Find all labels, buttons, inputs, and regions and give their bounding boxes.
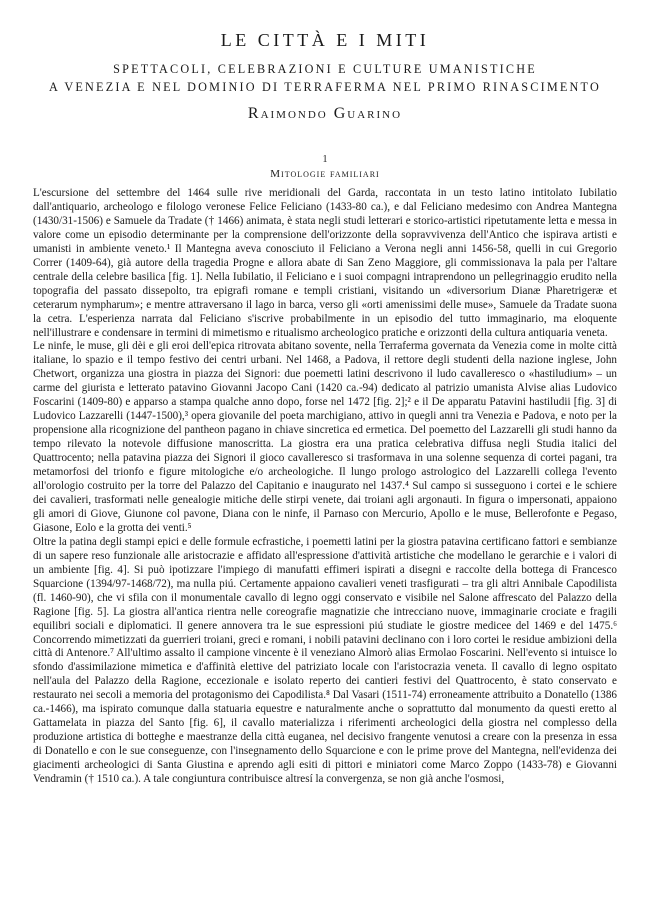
paragraph: Oltre la patina degli stampi epici e delle formule ecfrastiche, i poemetti latini per la giostra patavina certificano fattori e sembianze di un sapere reso funzionale alle aristocrazie e affidato all'espressione d'attività artistiche che modellano le gerarchie e i valori di un ambiente [fig. 4]. Si può ipotizzare l'impiego di manufatti effimeri ispirati a disegni e raccolte della bottega di Francesco Squarcione (1394/97-1468/72), ma nulla piú. Certamente appaiono cavalieri veneti trasfigurati – tra gli altri Annibale Capodilista (fl. 1460-90), che vi sfila con il monumentale cavallo di legno oggi conservato e visibile nel Salone affrescato del Palazzo della Ragione [fig. 5]. La giostra all'antica rientra nelle coreografie magnatizie che intrecciano nuove, immaginarie crociate e fragili equilibri sociali e diplomatici. Il genere annovera tra le sue espressioni piú studiate le giostre medicee del 1469 e del 1475.⁶ Concorrendo mimetizzati da guerrieri troiani, greci e romani, i nobili patavini declinano con i loro cortei le residue ambizioni della città di Antenore.⁷ All'ultimo assalto il campione vincente è il veneziano Almorò alias Ermolao Foscarini. Nell'evento si intuisce lo sfondo d'assimilazione mimetica e d'affinità elettive del patriziato locale con l'aristocrazia veneta. Il cavallo di legno ospitato nell'aula del Palazzo della Ragione, eccezionale e isolato reperto dei cantieri festivi del Quattrocento, è stato conservato e restaurato nei secoli a memoria del protagonismo dei Capodilista.⁸ Dal Vasari (1511-74) erroneamente attribuito a Donatello (1386 ca.-1466), ma ispirato comunque dalla statuaria equestre e naturalmente anche o soprattutto dal monumento da questi eretto al Gattamelata in piazza del Santo [fig. 6], il cavallo materializza i riferimenti archeologici della giostra nel complesso della produzione artistica di botteghe e maestranze della città euganea, nel decisivo frangente venutosi a creare con la presenza in essa di Donatello e con le sue conseguenze, con l'insegnamento dello Squarcione e con le prime prove del Mantegna, nell'evidenza dei giacimenti archeologici di Santa Giustina e aprendo agli esiti di pittori e miniatori come Marco Zoppo (1433-78) e Giovanni Vendramin († 1510 ca.). A tale congiuntura contribuisce altresí la convergenza, se non già anche l'osmosi, [33,535,617,786]
book-subtitle-line1: SPETTACOLI, CELEBRAZIONI E CULTURE UMANISTICHE [113,62,537,76]
book-title: LE CITTÀ E I MITI [220,30,430,50]
body-text [33,187,617,787]
section-number: 1 [322,154,328,165]
paragraph: L'escursione del settembre del 1464 sulle rive meridionali del Garda, raccontata in un testo latino intitolato Iubilatio dall'antiquario, archeologo e filologo veronese Felice Feliciano (1433-80 ca.), e dal Feliciano medesimo con Andrea Mantegna (1430/31-1506) e Samuele da Tradate († 1466) animata, è stata negli studi letterari e storico-artistici ripetutamente letta e messa in valore come un episodio determinante per la comprensione dell'orizzonte della sopravvivenza dell'Antico che ispirava artisti e umanisti in ambiente veneto.¹ Il Mantegna aveva conosciuto il Feliciano a Verona negli anni 1456-58, quelli in cui Gregorio Correr (1409-64), già autore della tragedia Progne e allora abate di San Zeno Maggiore, gli commissionava la pala per l'altare centrale della celebre basilica [fig. 1]. Nella Iubilatio, il Feliciano e i suoi compagni intraprendono un pellegrinaggio erudito nella topografia del passato dissepolto, tra epigrafi romane e templi cristiani, visitando un «diversorium Dianæ Pharetrigeræ et ceterarum nympharum»; e mentre attraversano il lago in barca, verso gli «orti amenissimi delle muse», Samuele da Tradate suona la cetra. L'esperienza narrata dal Feliciano s'iscrive probabilmente in un episodio del tutto immaginario, ma eloquente nell'illustrare e condensare in termini di mimetismo e ritualismo archeologico pratiche e orizzonti della cultura antiquaria veneta. [33,187,617,339]
section-title: Mitologie familiari [270,168,380,180]
paragraph: Le ninfe, le muse, gli dèi e gli eroi dell'epica ritrovata abitano sovente, nella Terraferma governata da Venezia come in molte città italiane, lo spazio e il tempo festivo dei centri urbani. Nel 1468, a Padova, il rettore degli studenti della nazione inglese, John Chetwort, organizza una giostra in piazza dei Signori: due poemetti latini descrivono il ludo cavalleresco o «hastiludium» – un carme del giurista e letterato patavino Giovanni Jacopo Cani (1420 ca.-94) dedicato al patrizio umanista Alvise alias Ludovico Foscarini (1409-80) e apparso a stampa qualche anno dopo, forse nel 1472 [fig. 2];² e il De apparatu Patavini hastiludii [fig. 3] di Ludovico Lazzarelli (1447-1500),³ opera giovanile del poeta marchigiano, attivo in quegli anni tra Venezia e Padova, e noto per la propensione alla ricognizione del pantheon pagano in chiave sincretica ed ermetica. Del poemetto del Lazzarelli gli studi hanno da tempo rilevato la notevole diffusione manoscritta. La giostra era una pratica celebrativa diffusa negli Studia italici del Quattrocento; nella patavina piazza dei Signori il gioco cavalleresco si trasformava in una solenne sequenza di cortei pagani, tra metamorfosi del trionfo e figure mitologiche e/o archeologiche. Il lungo prologo astrologico del Lazzarelli collega l'evento all'orologio costruito per la torre del Palazzo del Capitanio e inaugurato nel 1437.⁴ Sul campo si susseguono i cortei e le schiere dei cavalieri, trasformati nelle genealogie mitiche delle stirpi venete, dai troiani agli argonauti. In figura o impersonati, appaiono gli amori di Giove, Giunone col pavone, Diana con le ninfe, il Parnaso con Mercurio, Apollo e le muse, Bellerofonte e Pegaso, Giasone, Eolo e la grotta dei venti.⁵ [33,340,617,534]
author-name: Raimondo Guarino [247,105,403,122]
book-subtitle-line2: A VENEZIA E NEL DOMINIO DI TERRAFERMA NEL PRIMO RINASCIMENTO [49,80,601,94]
